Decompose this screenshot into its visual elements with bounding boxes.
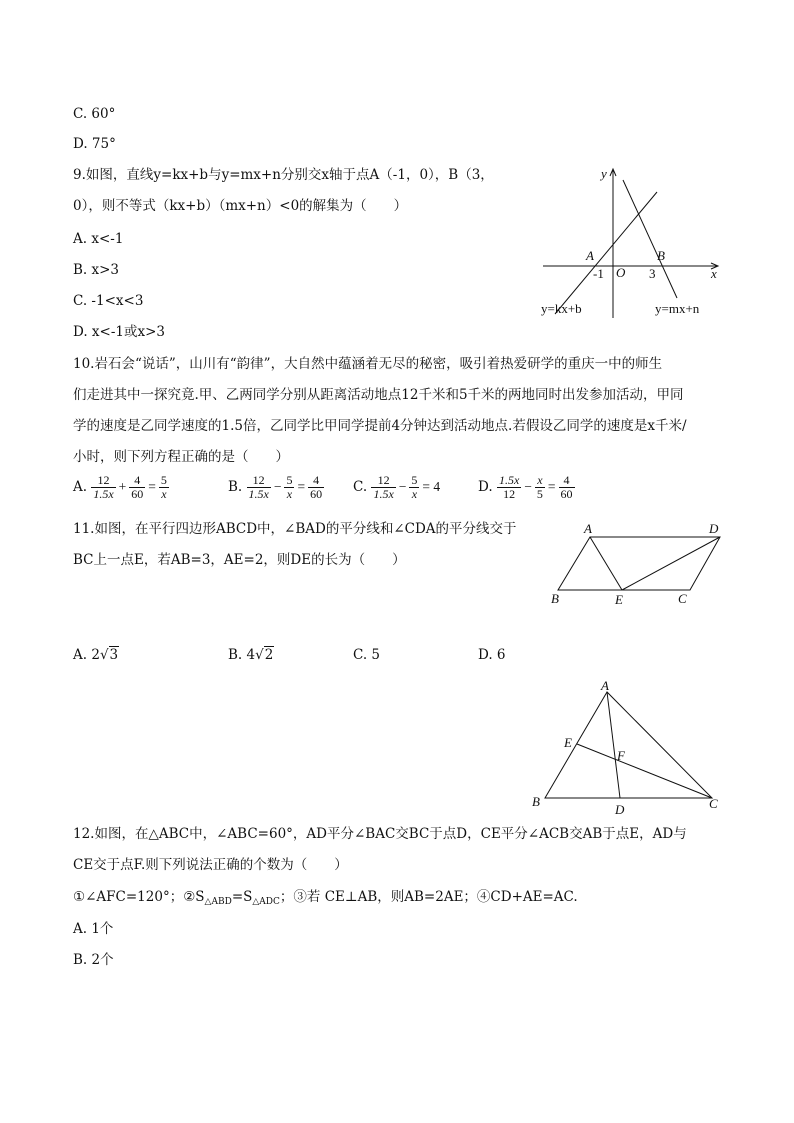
q11-option-b-coef: 4	[246, 647, 256, 663]
q11-label-e: E	[615, 592, 623, 607]
q9-question-line1: 9.如图，直线y=kx+b与y=mx+n分别交x轴于点A（-1，0），B（3，	[73, 167, 494, 183]
q12-sub-adc: △ADC	[252, 897, 280, 907]
q11-label-b: B	[551, 591, 559, 606]
q10-option-a	[73, 474, 169, 501]
q11-question-line2: BC上一点E，若AB=3，AE=2，则DE的长为（ ）	[73, 552, 406, 568]
q12-label-c: C	[709, 796, 718, 811]
q9-line-kx-b	[555, 192, 657, 314]
q11-option-b-radicand: 2	[264, 647, 274, 663]
q9-label-line1: y=kx+b	[541, 301, 582, 316]
q10-d-num3: 4	[559, 474, 575, 488]
q10-b-num3: 4	[308, 474, 324, 488]
q10-d-num1: 1.5x	[498, 473, 520, 487]
q10-b-eq: =	[297, 479, 306, 494]
q10-c-eq: = 4	[422, 479, 441, 494]
q10-c-op: −	[398, 479, 407, 494]
q11-label-a: A	[584, 521, 592, 536]
q10-a-num3: 5	[160, 473, 167, 487]
q10-b-op: −	[273, 479, 282, 494]
q9-label-o: O	[616, 265, 626, 280]
q11-option-a: A. 2√3	[73, 647, 119, 663]
q11-option-b-label: B.	[228, 647, 243, 663]
q10-question-line3: 学的速度是乙同学速度的1.5倍，乙同学比甲同学提前4分钟达到活动地点.若假设乙同学的速度是x千米/	[73, 418, 687, 434]
q10-a-den1: 1.5x	[93, 487, 114, 501]
q9-label-b: B	[657, 248, 665, 263]
q12-option-b: B. 2个	[73, 952, 114, 968]
q8-option-d: D. 75°	[73, 136, 116, 152]
q10-a-op: +	[118, 479, 127, 494]
q9-label-y: y	[601, 166, 607, 181]
q10-b-den3: 60	[310, 487, 323, 501]
q10-option-c	[353, 474, 443, 501]
q11-option-b: B. 4√2	[228, 647, 274, 663]
q10-d-op: −	[524, 479, 532, 494]
q9-option-c: C. -1<x<3	[73, 293, 144, 309]
q9-label-a: A	[586, 248, 594, 263]
q11-question-line1: 11.如图，在平行四边形ABCD中，∠BAD的平分线和∠CDA的平分线交于	[73, 521, 517, 537]
q12-label-b: B	[532, 794, 540, 809]
q10-option-d-label: D.	[478, 479, 493, 495]
q12-label-e: E	[564, 735, 572, 750]
q9-question-line2: 0），则不等式（kx+b）（mx+n）<0的解集为（ ）	[73, 198, 408, 214]
q10-a-den2: 60	[131, 487, 144, 501]
q11-option-a-coef: 2	[91, 647, 100, 663]
q10-question-line1: 10.岩石会“说话”，山川有“韵律”，大自然中蕴涵着无尽的秘密，吸引着热爱研学的重庆一中的师生	[73, 356, 663, 372]
q12-label-d: D	[615, 802, 625, 817]
q12-question-line1: 12.如图，在△ABC中，∠ABC=60°，AD平分∠BAC交BC于点D，CE平分∠ACB交AB于点E，AD与	[73, 826, 687, 842]
q11-option-a-label: A.	[73, 647, 88, 663]
q9-option-a: A. x<-1	[73, 231, 124, 247]
q9-tick-neg1: -1	[593, 266, 604, 281]
q9-label-x: x	[711, 266, 717, 281]
q10-option-d	[478, 474, 575, 501]
q10-d-den1: 12	[503, 487, 516, 501]
q10-b-den2: x	[286, 487, 293, 501]
q10-option-c-label: C.	[353, 479, 368, 495]
q10-a-num2: 4	[129, 474, 145, 488]
q10-c-num2: 5	[411, 473, 418, 487]
q10-option-b-label: B.	[228, 479, 243, 495]
q10-c-num1: 12	[371, 474, 395, 488]
q11-parallelogram-figure	[545, 520, 735, 610]
q12-statement-2: =S	[231, 889, 253, 905]
q9-graph-figure	[535, 160, 735, 325]
q11-label-d: D	[709, 521, 719, 536]
q12-sub-abd: △ABD	[204, 897, 232, 907]
q12-triangle-figure	[528, 678, 728, 818]
q11-label-c: C	[678, 591, 687, 606]
q10-a-eq: =	[148, 479, 156, 494]
q8-option-c: C. 60°	[73, 106, 116, 122]
q9-option-b: B. x>3	[73, 262, 120, 278]
q10-b-den1: 1.5x	[248, 487, 269, 501]
q10-d-num2: x	[535, 474, 545, 488]
q10-option-a-label: A.	[73, 479, 88, 495]
q10-b-num2: 5	[286, 473, 293, 487]
q12-question-line2: CE交于点F.则下列说法正确的个数为（ ）	[73, 857, 348, 873]
q12-statements	[73, 888, 578, 911]
q10-question-line4: 小时，则下列方程正确的是（ ）	[73, 449, 289, 465]
q10-option-b	[228, 474, 324, 501]
q10-question-line2: 们走进其中一探究竟.甲、乙两同学分别从距离活动地点12千米和5千米的两地同时出发参加活动，甲同	[73, 387, 684, 403]
q12-option-a: A. 1个	[73, 921, 114, 937]
q12-label-a: A	[601, 678, 609, 693]
q12-label-f: F	[617, 748, 625, 763]
q10-d-den2: 5	[536, 487, 543, 501]
q12-statement-1: ①∠AFC=120°；②S	[73, 889, 205, 905]
q9-tick-3: 3	[649, 266, 656, 281]
q10-a-num1: 12	[91, 474, 115, 488]
q9-label-line2: y=mx+n	[655, 301, 700, 316]
q10-d-eq: =	[547, 479, 556, 494]
q9-option-d: D. x<-1或x>3	[73, 324, 166, 340]
q10-b-num1: 12	[247, 474, 271, 488]
q11-option-d: D. 6	[478, 647, 506, 663]
q10-a-den3: x	[161, 487, 167, 501]
q10-d-den3: 60	[560, 487, 573, 501]
q12-statement-3: ；③若 CE⊥AB，则AB=2AE；④CD+AE=AC.	[279, 889, 578, 905]
q10-c-den1: 1.5x	[373, 487, 394, 501]
q11-option-a-radicand: 3	[109, 647, 119, 663]
q10-c-den2: x	[411, 487, 418, 501]
q11-option-c: C. 5	[353, 647, 381, 663]
